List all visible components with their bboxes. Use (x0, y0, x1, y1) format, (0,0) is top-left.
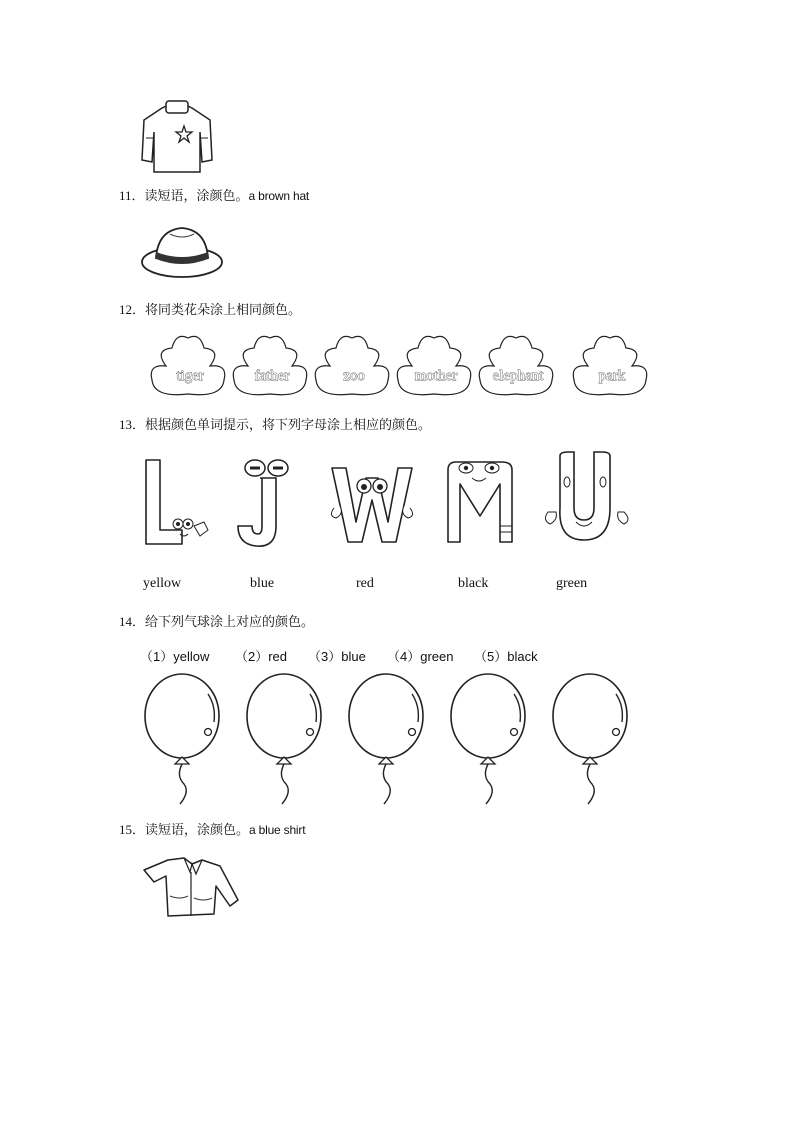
question-instruction: 读短语，涂颜色。 (144, 188, 249, 203)
shirt-illustration (140, 856, 240, 918)
question-number: 14． (119, 614, 146, 629)
flower[interactable] (479, 336, 552, 394)
question-11 (119, 188, 309, 204)
flower[interactable] (233, 336, 306, 394)
color-word-yellow: yellow (143, 576, 182, 591)
letter-l-character[interactable] (138, 456, 218, 554)
balloon-option-3: （3）blue (308, 649, 366, 664)
question-number: 12． (119, 302, 146, 317)
balloon-option-2: （2）red (235, 649, 288, 664)
phrase: a brown hat (248, 189, 310, 203)
letter-m-character[interactable] (440, 456, 520, 554)
question-15 (119, 822, 305, 838)
question-instruction: 根据颜色单词提示，将下列字母涂上相应的颜色。 (145, 417, 432, 432)
flower-label: father (254, 368, 290, 384)
flower-label: zoo (343, 368, 365, 384)
color-word-black: black (458, 576, 489, 591)
flower-label: elephant (492, 368, 544, 384)
color-word-blue: blue (250, 576, 275, 591)
question-instruction: 将同类花朵涂上相同颜色。 (145, 302, 302, 317)
color-word-green: green (556, 576, 588, 591)
balloon-option-1: （1）yellow (140, 649, 210, 664)
flower[interactable] (315, 336, 388, 394)
letter-w-character[interactable] (326, 456, 418, 554)
balloon-row (138, 672, 638, 812)
flower-row (140, 328, 660, 400)
balloon[interactable] (553, 674, 627, 804)
question-instruction: 读短语，涂颜色。 (145, 822, 250, 837)
question-instruction: 给下列气球涂上对应的颜色。 (145, 614, 315, 629)
balloon-option-4: （4）green (387, 649, 454, 664)
flower-label: mother (414, 368, 458, 384)
color-word-red: red (356, 576, 374, 591)
question-number: 11． (119, 188, 145, 203)
flower[interactable] (151, 336, 224, 394)
letter-u-character[interactable] (538, 450, 638, 550)
balloon[interactable] (349, 674, 423, 804)
hat-illustration (140, 222, 226, 282)
question-14 (119, 614, 314, 630)
flower-label: park (598, 368, 626, 384)
phrase: a blue shirt (249, 823, 306, 837)
letter-j-character[interactable] (232, 456, 302, 554)
flower-label: tiger (176, 368, 204, 384)
flower[interactable] (573, 336, 646, 394)
question-12 (119, 302, 301, 318)
balloon-option-5: （5）black (474, 649, 538, 664)
sweater-illustration (140, 98, 214, 174)
flower[interactable] (397, 336, 470, 394)
question-13 (119, 417, 431, 433)
balloon[interactable] (145, 674, 219, 804)
question-number: 13． (119, 417, 146, 432)
balloon[interactable] (451, 674, 525, 804)
question-number: 15． (119, 822, 146, 837)
balloon[interactable] (247, 674, 321, 804)
